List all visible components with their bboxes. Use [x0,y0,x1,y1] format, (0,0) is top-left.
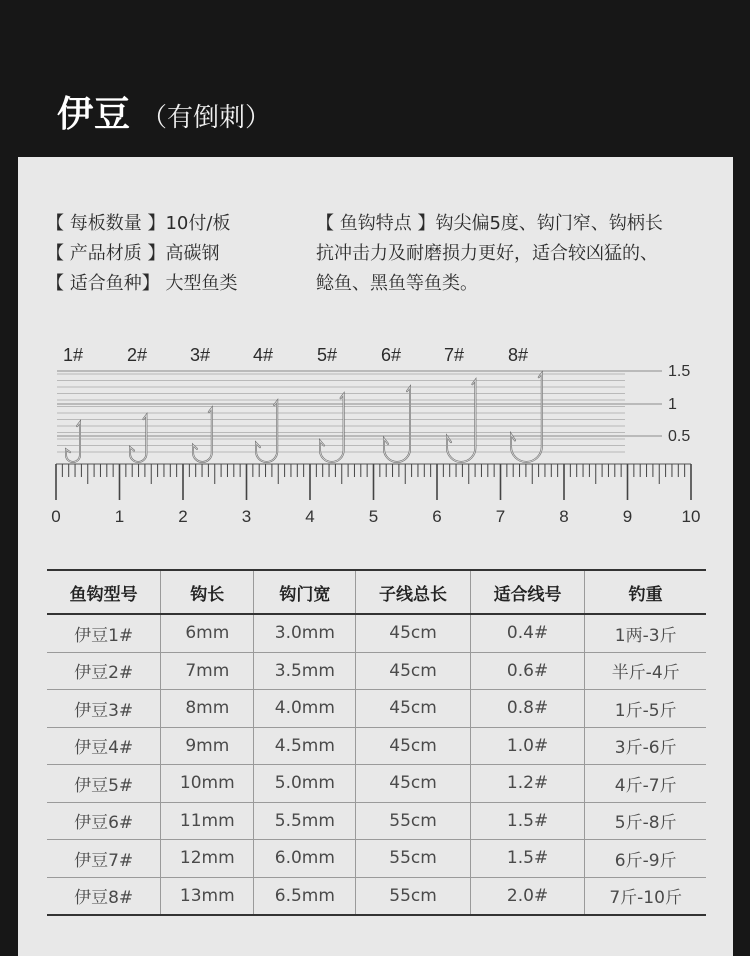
cell-weight: 7斤-10斤 [585,877,706,915]
table-row [47,727,706,765]
cell-line-length: 45cm [356,765,471,803]
cell-length: 9mm [161,727,254,765]
cell-line-size: 1.5# [470,840,585,878]
cell-line-size: 2.0# [470,877,585,915]
cell-line-length: 45cm [356,614,471,652]
cell-weight: 1两-3斤 [585,614,706,652]
scale-label: 6 [432,507,442,526]
hook-label: 5# [316,345,338,365]
cell-line-length: 55cm [356,877,471,915]
hook-highlight [447,380,475,462]
cell-line-length: 55cm [356,840,471,878]
header-line-size: 适合线号 [470,570,585,614]
table-header-row [47,570,706,614]
table-row [47,652,706,690]
cell-length: 6mm [161,614,254,652]
hook-label: 1# [62,345,84,365]
cell-weight: 6斤-9斤 [585,840,706,878]
cell-weight: 5斤-8斤 [585,802,706,840]
scale-label: 5 [368,507,379,526]
hook-highlight [384,387,410,462]
cell-gap: 4.5mm [254,727,356,765]
hook-highlight [256,401,277,462]
cell-model: 伊豆1# [47,614,161,652]
cell-weight: 半斤-4斤 [585,652,706,690]
hook-icon [66,422,80,462]
cell-line-length: 45cm [356,690,471,728]
hook-label: 7# [443,345,465,365]
cell-model: 伊豆2# [47,652,161,690]
scale-label: 2 [178,507,188,526]
cell-length: 11mm [161,802,254,840]
info-feature-2: 抗冲击力及耐磨损力更好，适合较凶猛的、 [316,243,658,264]
info-feature-1: 【 鱼钩特点 】钩尖偏5度、钩门窄、钩柄长 [316,213,663,234]
scale-label: 0 [51,507,61,526]
cell-gap: 3.5mm [254,652,356,690]
scale-label: 9 [622,507,633,526]
cell-model: 伊豆7# [47,840,161,878]
cell-line-size: 1.0# [470,727,585,765]
scale-label: 7 [495,507,506,526]
title-main: 伊豆 [57,94,132,135]
scale-label: 8 [559,507,569,526]
spec-table [47,569,706,916]
cell-model: 伊豆5# [47,765,161,803]
cell-weight: 3斤-6斤 [585,727,706,765]
cell-gap: 5.5mm [254,802,356,840]
header-length: 钩长 [161,570,254,614]
hook-icon [193,408,212,462]
table-row [47,877,706,915]
info-feature-3: 鲶鱼、黑鱼等鱼类。 [316,273,478,294]
title-sub: （有倒刺） [141,103,272,133]
cell-line-size: 0.4# [470,614,585,652]
cell-gap: 6.0mm [254,840,356,878]
cell-weight: 1斤-5斤 [585,690,706,728]
cell-length: 8mm [161,690,254,728]
cell-line-size: 0.6# [470,652,585,690]
height-mark-label: 1.5 [668,363,691,380]
height-mark-label: 0.5 [668,428,691,445]
scale-label: 1 [114,507,125,526]
cell-line-size: 1.2# [470,765,585,803]
cell-gap: 4.0mm [254,690,356,728]
hook-icon [384,387,410,462]
hook-label: 6# [380,345,402,365]
cell-model: 伊豆8# [47,877,161,915]
scale-label: 10 [681,507,701,526]
table-row [47,614,706,652]
table-row [47,765,706,803]
cell-line-size: 0.8# [470,690,585,728]
header-weight: 钓重 [585,570,706,614]
cell-line-length: 45cm [356,727,471,765]
table-row [47,840,706,878]
hook-highlight [66,422,80,462]
cell-line-size: 1.5# [470,802,585,840]
hook-label: 2# [126,345,148,365]
table-row [47,690,706,728]
header-gap: 钩门宽 [254,570,356,614]
info-quantity: 【 每板数量 】10付/板 [46,213,231,234]
table-row [47,802,706,840]
cell-length: 10mm [161,765,254,803]
cell-length: 7mm [161,652,254,690]
hook-icon [256,401,277,462]
cell-model: 伊豆4# [47,727,161,765]
hook-label: 4# [252,345,274,365]
info-fish: 【 适合鱼种】 大型鱼类 [46,273,238,294]
cell-model: 伊豆3# [47,690,161,728]
cell-length: 13mm [161,877,254,915]
hook-label: 8# [507,345,529,365]
cell-model: 伊豆6# [47,802,161,840]
header-model: 鱼钩型号 [47,570,161,614]
cell-line-length: 45cm [356,652,471,690]
cell-length: 12mm [161,840,254,878]
hook-icon [447,380,475,462]
hook-label: 3# [189,345,211,365]
cell-gap: 6.5mm [254,877,356,915]
cell-line-length: 55cm [356,802,471,840]
height-mark-label: 1 [668,396,677,413]
scale-label: 3 [241,507,252,526]
cell-weight: 4斤-7斤 [585,765,706,803]
cell-gap: 5.0mm [254,765,356,803]
hook-highlight [193,408,212,462]
cell-gap: 3.0mm [254,614,356,652]
header-line-length: 子线总长 [356,570,471,614]
scale-label: 4 [305,507,315,526]
info-material: 【 产品材质 】高碳钢 [46,243,220,264]
